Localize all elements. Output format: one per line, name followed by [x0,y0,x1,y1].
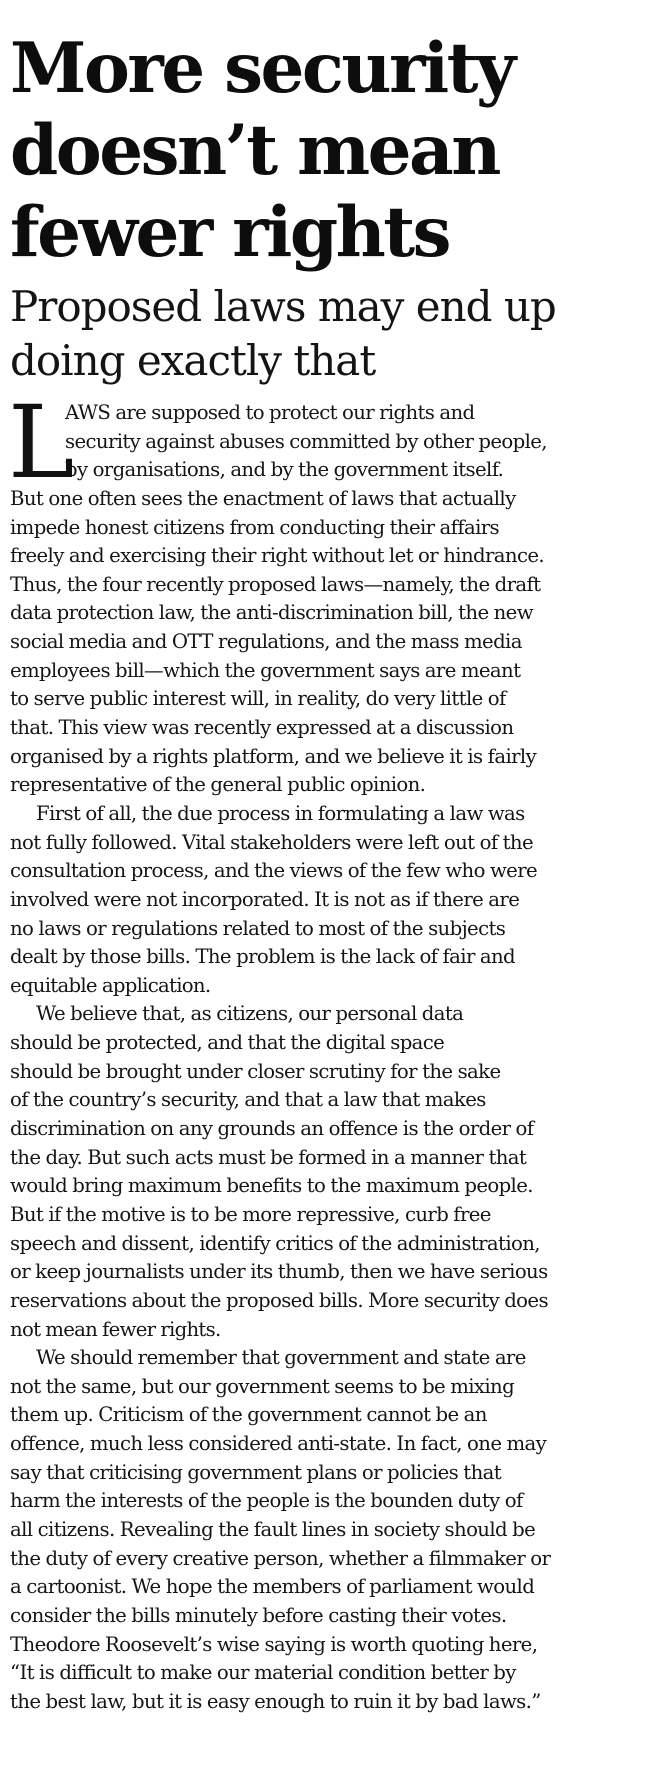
body-line: But one often sees the enactment of laws that actually [10,486,516,510]
body-line: by organisations, and by the government itself. [65,458,504,482]
body-line: We should remember that government and state are [36,1346,526,1370]
headline-line: fewer rights [10,192,449,273]
body-line: Theodore Roosevelt’s wise saying is worth quoting here, [10,1632,538,1656]
subheadline-line: doing exactly that [10,336,376,385]
headline [10,0,645,274]
body-line: should be brought under closer scrutiny for the sake [10,1059,501,1083]
headline-line: More security [10,28,514,109]
body-line: would bring maximum benefits to the maximum people. [10,1174,533,1198]
body-line: Thus, the four recently proposed laws—namely, the draft [10,572,541,596]
body-line: of the country’s security, and that a law that makes [10,1088,486,1112]
body-line: discrimination on any grounds an offence is the order of [10,1117,534,1141]
drop-cap: L [8,384,74,501]
body-line: them up. Criticism of the government cannot be an [10,1403,487,1427]
body-line: reservations about the proposed bills. More security does [10,1288,548,1312]
body-line: all citizens. Revealing the fault lines in society should be [10,1517,536,1541]
body-line: the day. But such acts must be formed in a manner that [10,1145,527,1169]
body-line: But if the motive is to be more repressive, curb free [10,1202,491,1226]
body-line: freely and exercising their right without let or hindrance. [10,544,545,568]
body-line: impede honest citizens from conducting their affairs [10,515,500,539]
body-line: the duty of every creative person, whether a filmmaker or [10,1546,551,1570]
body-line: to serve public interest will, in reality, do very little of [10,687,506,711]
body-line: or keep journalists under its thumb, then we have serious [10,1260,548,1284]
body-line: equitable application. [10,973,211,997]
body-line: organised by a rights platform, and we believe it is fairly [10,744,537,768]
body-line: the best law, but it is easy enough to ruin it by bad laws.” [10,1689,541,1713]
body-line: consider the bills minutely before casting their votes. [10,1603,507,1627]
body-line: security against abuses committed by other people, [65,429,547,453]
headline-line: doesn’t mean [10,110,499,191]
subheadline [10,280,645,388]
article [10,0,645,1716]
body-line: consultation process, and the views of the few who were [10,859,538,883]
body-line: “It is difficult to make our material condition better by [10,1661,516,1685]
body-line: that. This view was recently expressed at a discussion [10,716,514,740]
body-line: should be protected, and that the digital space [10,1031,445,1055]
body-line: AWS are supposed to protect our rights and [65,401,475,424]
body-line: say that criticising government plans or policies that [10,1460,502,1484]
body-line: representative of the general public opinion. [10,773,426,797]
article-body [8,384,645,1716]
body-line: no laws or regulations related to most of the subjects [10,916,506,940]
body-line: involved were not incorporated. It is not as if there are [10,887,520,911]
body-line: speech and dissent, identify critics of the administration, [10,1231,540,1255]
body-line: not mean fewer rights. [10,1317,221,1341]
body-line: dealt by those bills. The problem is the lack of fair and [10,945,516,969]
body-line: offence, much less considered anti-state. In fact, one may [10,1432,547,1456]
body-line: not fully followed. Vital stakeholders were left out of the [10,830,534,854]
body-line: data protection law, the anti-discrimination bill, the new [10,601,533,625]
subheadline-line: Proposed laws may end up [10,282,556,331]
body-line: social media and OTT regulations, and the mass media [10,630,522,654]
body-line: harm the interests of the people is the bounden duty of [10,1489,523,1513]
body-line: First of all, the due process in formulating a law was [36,801,525,825]
body-line: a cartoonist. We hope the members of parliament would [10,1575,535,1599]
body-line: We believe that, as citizens, our personal data [36,1002,464,1026]
body-line: employees bill—which the government says are meant [10,658,521,682]
body-line: not the same, but our government seems to be mixing [10,1374,515,1398]
